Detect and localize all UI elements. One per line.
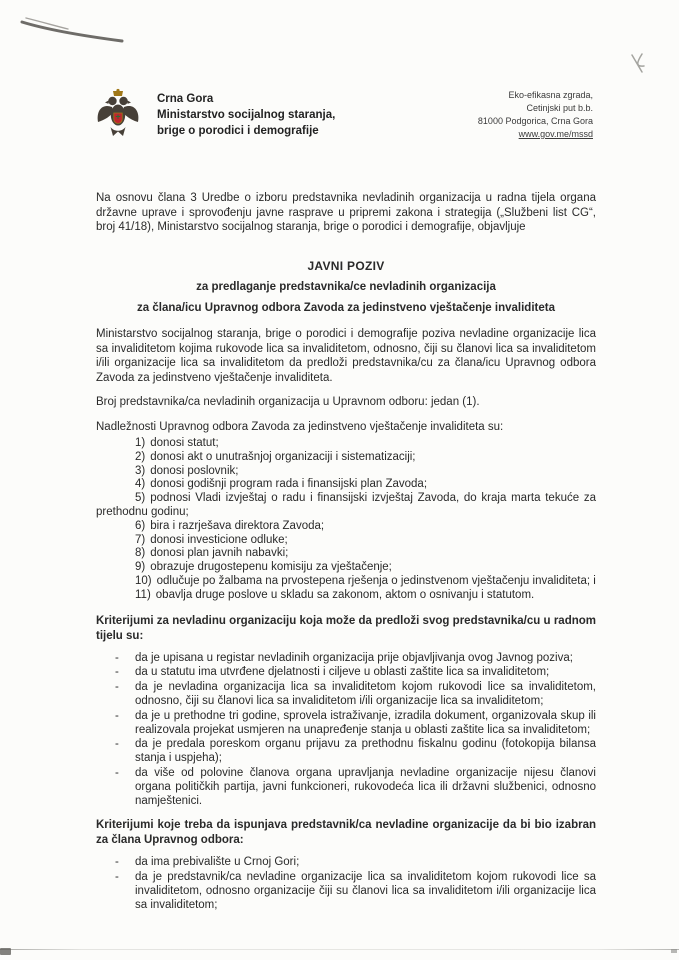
criteria-rep-heading: Kriterijumi koje treba da ispunjava predstavnik/ca nevladine organizacije da bi bio izabran za člana Upravnog odbora: <box>96 819 596 847</box>
duty-item <box>96 492 596 520</box>
duty-item <box>96 547 596 561</box>
criteria-org-item-marker: - <box>115 651 119 664</box>
duty-item-marker: 10) <box>135 574 152 587</box>
duty-item-marker: 11) <box>135 588 151 601</box>
website-link[interactable]: www.gov.me/mssd <box>518 129 593 139</box>
duty-item <box>96 561 596 575</box>
criteria-rep-item <box>96 871 596 912</box>
address-line-building: Eko-efikasna zgrada, <box>508 90 593 100</box>
criteria-rep-item-text: da ima prebivalište u Crnoj Gori; <box>135 856 300 869</box>
criteria-org-item <box>96 652 596 666</box>
intro-paragraph: Na osnovu člana 3 Uredbe o izboru predstavnika nevladinih organizacija u radna tijela organa državne uprave i sprovođenju javne rasprave u pripremi zakona i strategija („Službeni list CG“, broj 41/18), Ministarstvo socijalnog staranja, brige o porodici i demografije, objavljuje <box>96 192 596 233</box>
duty-item-text: donosi poslovnik; <box>150 464 239 477</box>
criteria-org-item-text: da u statutu ima utvrđene djelatnosti i ciljeve u oblasti zaštite lica sa invaliditetom; <box>135 666 550 679</box>
montenegro-coat-of-arms-logo <box>95 88 141 140</box>
scan-artifact-bottom-left <box>0 948 11 955</box>
document-title: JAVNI POZIV <box>307 258 385 273</box>
ministry-block <box>157 88 335 139</box>
criteria-org-item-marker: - <box>115 666 119 679</box>
address-line-street: Cetinjski put b.b. <box>526 103 593 113</box>
criteria-org-item <box>96 710 596 738</box>
duty-item-marker: 8) <box>135 547 146 560</box>
duty-item-text: donosi plan javnih nabavki; <box>150 547 289 560</box>
duty-item-text: podnosi Vladi izvještaj o radu i finansijski izvještaj Zavoda, do kraja marta tekuće za prethodnu godinu; <box>96 492 596 518</box>
duty-item-marker: 6) <box>135 519 146 532</box>
criteria-org-item-marker: - <box>115 681 119 694</box>
duty-item <box>96 451 596 465</box>
representative-count-line: Broj predstavnika/ca nevladinih organizacija u Upravnom odboru: jedan (1). <box>96 396 480 408</box>
criteria-org-item-text: da više od polovine članova organa upravljanja nevladine organizacije nijesu članovi organa političkih partija, javni funkcioneri, rukovodeća lica ili državni službenici, odnosno namještenici. <box>135 766 596 807</box>
page-bottom-edge <box>0 949 679 950</box>
criteria-rep-item-marker: - <box>115 856 119 869</box>
duty-item <box>96 520 596 534</box>
scan-artifact-top-left <box>16 10 128 58</box>
duty-item-text: obavlja druge poslove u skladu sa zakonom, aktom o osnivanju i statutom. <box>155 588 535 601</box>
criteria-rep-item <box>96 856 596 870</box>
ministry-name-line2: brige o porodici i demografije <box>157 125 319 137</box>
duty-item-text: odlučuje po žalbama na prvostepena rješenja o jedinstvenom vještačenju invaliditeta; i <box>156 574 596 587</box>
duty-item-text: donosi godišnji program rada i finansijski plan Zavoda; <box>150 478 428 491</box>
duty-item-text: donosi statut; <box>150 437 219 449</box>
duty-item <box>96 437 596 451</box>
duties-list <box>96 437 596 603</box>
address-line-city: 81000 Podgorica, Crna Gora <box>477 116 593 126</box>
invitation-paragraph: Ministarstvo socijalnog staranja, brige o porodici i demografije poziva nevladine organizacije lica sa invaliditetom kojima rukovode lica sa invaliditetom, odnosno, čiji su članovi lica sa invaliditetom i/ili organizacije lica sa invaliditetom da predloži predstavnika/cu za člana/icu Upravnog odbora Zavoda za jedinstveno vještačenje invaliditeta. <box>96 328 596 384</box>
duty-item <box>96 589 596 603</box>
criteria-rep-item-marker: - <box>115 871 119 884</box>
criteria-org-item-marker: - <box>115 709 119 722</box>
criteria-org-heading: Kriterijumi za nevladinu organizaciju koja može da predloži svog predstavnika/cu u radnom tijelu su: <box>96 614 596 642</box>
criteria-org-item-text: da je upisana u registar nevladinih organizacija prije objavljivanja ovog Javnog poziva; <box>135 651 573 664</box>
criteria-org-item-text: da je nevladina organizacija lica sa invaliditetom kojom rukovodi lice sa invaliditetom, odnosno, čiji su članovi lica sa invaliditetom i/ili organizacije lica sa invaliditetom; <box>135 681 596 707</box>
eagle-emblem-icon <box>95 88 141 140</box>
subtitle-line2: za člana/icu Upravnog odbora Zavoda za jedinstveno vještačenje invaliditeta <box>137 301 555 314</box>
duties-intro-line: Nadležnosti Upravnog odbora Zavoda za jedinstveno vještačenje invaliditeta su: <box>96 420 504 433</box>
duty-item-marker: 3) <box>135 464 146 477</box>
criteria-org-item-marker: - <box>115 766 119 779</box>
scan-artifact-top-right <box>624 50 658 84</box>
letterhead <box>95 88 593 141</box>
duty-item-text: donosi investicione odluke; <box>150 533 288 546</box>
ministry-name-line1: Ministarstvo socijalnog staranja, <box>157 109 336 121</box>
duty-item-marker: 9) <box>135 561 146 574</box>
duty-item-text: obrazuje drugostepenu komisiju za vještačenje; <box>150 561 392 574</box>
criteria-org-item <box>96 767 596 808</box>
criteria-org-item <box>96 738 596 766</box>
duty-item-marker: 4) <box>135 478 146 491</box>
subtitle-line1: za predlaganje predstavnika/ce nevladinih organizacija <box>196 281 496 293</box>
duty-item-text: bira i razrješava direktora Zavoda; <box>150 519 325 532</box>
scan-artifact-bottom-right <box>671 949 677 953</box>
duty-item-marker: 1) <box>135 437 146 449</box>
country-name: Crna Gora <box>157 93 214 105</box>
duty-item-text: donosi akt o unutrašnjoj organizaciji i sistematizaciji; <box>150 450 416 463</box>
criteria-org-list <box>96 652 596 809</box>
document-body <box>96 191 596 923</box>
criteria-org-item <box>96 666 596 680</box>
criteria-rep-list <box>96 856 596 912</box>
duty-item <box>96 534 596 548</box>
duty-item-marker: 7) <box>135 533 146 546</box>
duty-item-marker: 5) <box>135 492 146 505</box>
criteria-org-item-marker: - <box>115 738 119 751</box>
criteria-org-item-text: da je u prethodne tri godine, sprovela istraživanje, izradila dokument, organizovala skup ili realizovala projekat usmjeren na unapređenje stanja u oblasti zaštite lica sa invaliditetom; <box>135 709 596 736</box>
criteria-rep-item-text: da je predstavnik/ca nevladine organizacije lica sa invaliditetom kojom rukovodi lice sa invaliditetom, odnosno organizacije čiji su članovi lica sa invaliditetom i/ili organizacije lica sa invaliditetom; <box>135 871 596 911</box>
criteria-org-item-text: da je predala poreskom organu prijavu za prethodnu fiskalnu godinu (fotokopija bilansa stanja i uspjeha); <box>135 738 596 765</box>
criteria-org-item <box>96 681 596 709</box>
duty-item <box>96 478 596 492</box>
duty-item <box>96 465 596 479</box>
address-block <box>478 88 593 141</box>
duty-item-marker: 2) <box>135 450 146 463</box>
duty-item <box>96 575 596 589</box>
